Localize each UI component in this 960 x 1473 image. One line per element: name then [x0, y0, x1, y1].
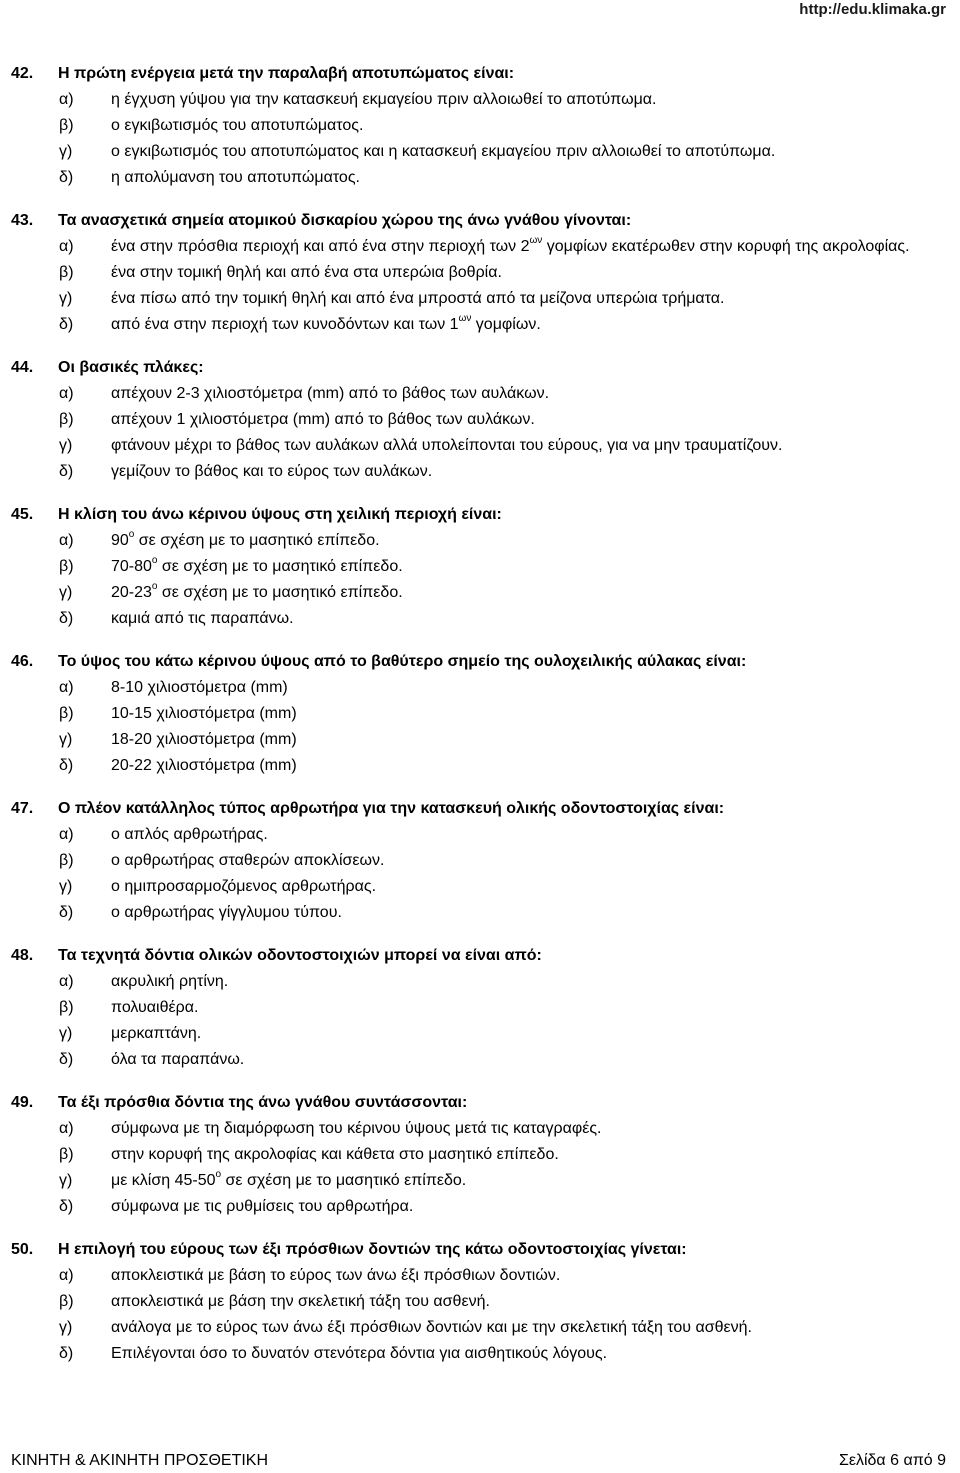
option-letter: α) [59, 1120, 74, 1137]
question-block [11, 943, 941, 1073]
answer-option [11, 113, 941, 139]
question-list [11, 61, 941, 1384]
answer-option [11, 995, 941, 1021]
option-letter: γ) [59, 143, 73, 160]
question-number: 49. [11, 1094, 34, 1111]
page-footer [11, 1452, 946, 1470]
answer-option [11, 459, 941, 485]
option-text: μερκαπτάνη. [111, 1025, 202, 1042]
option-text: όλα τα παραπάνω. [111, 1051, 245, 1068]
question-text: Η πρώτη ενέργεια μετά την παραλαβή αποτυπώματος είναι: [58, 65, 515, 82]
option-text: ο εγκιβωτισμός του αποτυπώματος. [111, 117, 364, 134]
question-line [11, 1237, 941, 1263]
question-text: Τα ανασχετικά σημεία ατομικού δισκαρίου χώρου της άνω γνάθου γίνονται: [58, 212, 632, 229]
answer-option [11, 433, 941, 459]
option-text: Επιλέγονται όσο το δυνατόν στενότερα δόντια για αισθητικούς λόγους. [111, 1345, 608, 1362]
answer-option [11, 165, 941, 191]
option-text-part: σε σχέση με το μασητικό επίπεδο. [134, 532, 380, 549]
superscript: ο [151, 554, 158, 566]
option-letter: α) [59, 973, 74, 990]
question-block [11, 1237, 941, 1367]
option-text: 8-10 χιλιοστόμετρα (mm) [111, 679, 288, 696]
option-text: πολυαιθέρα. [111, 999, 199, 1016]
option-text [111, 554, 941, 580]
question-text: Η επιλογή του εύρους των έξι πρόσθιων δοντιών της κάτω οδοντοστοιχίας γίνεται: [58, 1241, 687, 1258]
option-letter: α) [59, 91, 74, 108]
option-text: 20-22 χιλιοστόμετρα (mm) [111, 757, 297, 774]
option-letter: α) [59, 238, 74, 255]
answer-option [11, 1263, 941, 1289]
superscript: ων [458, 312, 472, 324]
option-text: ακρυλική ρητίνη. [111, 973, 229, 990]
answer-option [11, 260, 941, 286]
option-text: σύμφωνα με τις ρυθμίσεις του αρθρωτήρα. [111, 1198, 414, 1215]
superscript: ο [215, 1168, 222, 1180]
source-url-link[interactable]: http://edu.klimaka.gr [799, 1, 946, 18]
option-letter: δ) [59, 1198, 74, 1215]
answer-option [11, 701, 941, 727]
option-text: ένα στην τομική θηλή και από ένα στα υπερώια βοθρία. [111, 264, 502, 281]
question-block [11, 502, 941, 632]
answer-option [11, 580, 941, 606]
answer-option [11, 753, 941, 779]
option-letter: γ) [59, 1025, 73, 1042]
option-letter: β) [59, 117, 74, 134]
superscript: ο [151, 580, 158, 592]
question-block [11, 61, 941, 191]
answer-option [11, 606, 941, 632]
question-block [11, 1090, 941, 1220]
option-letter: δ) [59, 169, 74, 186]
superscript: ο [128, 528, 135, 540]
option-text: η έγχυση γύψου για την κατασκευή εκμαγείου πριν αλλοιωθεί το αποτύπωμα. [111, 91, 657, 108]
answer-option [11, 900, 941, 926]
question-line [11, 355, 941, 381]
answer-option [11, 822, 941, 848]
option-text: η απολύμανση του αποτυπώματος. [111, 169, 360, 186]
option-letter: γ) [59, 878, 73, 895]
option-text-part: σε σχέση με το μασητικό επίπεδο. [157, 558, 403, 575]
answer-option [11, 969, 941, 995]
option-text: αποκλειστικά με βάση την σκελετική τάξη του ασθενή. [111, 1293, 490, 1310]
question-line [11, 796, 941, 822]
option-letter: γ) [59, 1319, 73, 1336]
option-text [111, 528, 941, 554]
option-text: ο απλός αρθρωτήρας. [111, 826, 268, 843]
answer-option [11, 87, 941, 113]
answer-option [11, 874, 941, 900]
answer-option [11, 848, 941, 874]
option-letter: γ) [59, 437, 73, 454]
option-text: 18-20 χιλιοστόμετρα (mm) [111, 731, 297, 748]
option-text: ο εγκιβωτισμός του αποτυπώματος και η κατασκευή εκμαγείου πριν αλλοιωθεί το αποτύπωμα. [111, 143, 776, 160]
question-line [11, 502, 941, 528]
answer-option [11, 312, 941, 338]
option-text: φτάνουν μέχρι το βάθος των αυλάκων αλλά υπολείπονται του εύρους, για να μην τραυματίζουν. [111, 437, 783, 454]
option-letter: δ) [59, 1345, 74, 1362]
option-letter: δ) [59, 1051, 74, 1068]
option-text-part: από ένα στην περιοχή των κυνοδόντων και των 1 [111, 316, 459, 333]
question-block [11, 355, 941, 485]
answer-option [11, 1341, 941, 1367]
option-text-part: σε σχέση με το μασητικό επίπεδο. [157, 584, 403, 601]
option-text [111, 234, 941, 260]
option-text: σύμφωνα με τη διαμόρφωση του κέρινου ύψους μετά τις καταγραφές. [111, 1120, 602, 1137]
option-letter: α) [59, 826, 74, 843]
page-number: Σελίδα 6 από 9 [838, 1452, 946, 1469]
question-text: Ο πλέον κατάλληλος τύπος αρθρωτήρα για την κατασκευή ολικής οδοντοστοιχίας είναι: [58, 800, 725, 817]
answer-option [11, 1116, 941, 1142]
option-letter: γ) [59, 1172, 73, 1189]
option-letter: β) [59, 1146, 74, 1163]
option-text: καμιά από τις παραπάνω. [111, 610, 294, 627]
option-text-part: 90 [111, 532, 129, 549]
answer-option [11, 554, 941, 580]
question-number: 47. [11, 800, 34, 817]
answer-option [11, 1021, 941, 1047]
question-number: 45. [11, 506, 34, 523]
answer-option [11, 286, 941, 312]
answer-option [11, 1142, 941, 1168]
answer-option [11, 234, 941, 260]
answer-option [11, 139, 941, 165]
answer-option [11, 1289, 941, 1315]
answer-option [11, 1047, 941, 1073]
option-letter: β) [59, 999, 74, 1016]
answer-option [11, 407, 941, 433]
option-letter: γ) [59, 584, 73, 601]
option-letter: γ) [59, 290, 73, 307]
question-line [11, 208, 941, 234]
answer-option [11, 675, 941, 701]
option-letter: δ) [59, 463, 74, 480]
question-text: Η κλίση του άνω κέρινου ύψους στη χειλική περιοχή είναι: [58, 506, 502, 523]
option-letter: γ) [59, 731, 73, 748]
option-text [111, 1168, 941, 1194]
option-letter: δ) [59, 316, 74, 333]
answer-option [11, 1194, 941, 1220]
answer-option [11, 381, 941, 407]
option-text [111, 580, 941, 606]
option-letter: β) [59, 264, 74, 281]
answer-option [11, 528, 941, 554]
option-text: απέχουν 2-3 χιλιοστόμετρα (mm) από το βάθος των αυλάκων. [111, 385, 550, 402]
option-letter: α) [59, 1267, 74, 1284]
option-letter: β) [59, 705, 74, 722]
question-text: Το ύψος του κάτω κέρινου ύψους από το βαθύτερο σημείο της ουλοχειλικής αύλακας είναι: [58, 653, 747, 670]
option-text-part: 20-23 [111, 584, 152, 601]
question-number: 50. [11, 1241, 34, 1258]
question-text: Τα έξι πρόσθια δόντια της άνω γνάθου συντάσσονται: [58, 1094, 468, 1111]
answer-option [11, 1315, 941, 1341]
option-text: 10-15 χιλιοστόμετρα (mm) [111, 705, 297, 722]
option-text-part: γομφίων. [471, 316, 541, 333]
option-text [111, 312, 941, 338]
footer-title: ΚΙΝΗΤΗ & ΑΚΙΝΗΤΗ ΠΡΟΣΘΕΤΙΚΗ [11, 1452, 269, 1469]
option-text: απέχουν 1 χιλιοστόμετρα (mm) από το βάθος των αυλάκων. [111, 411, 535, 428]
question-text: Τα τεχνητά δόντια ολικών οδοντοστοιχιών μπορεί να είναι από: [58, 947, 542, 964]
option-text-part: γομφίων εκατέρωθεν στην κορυφή της ακρολοφίας. [542, 238, 910, 255]
superscript: ων [529, 234, 543, 246]
option-letter: β) [59, 411, 74, 428]
option-text: ο ημιπροσαρμοζόμενος αρθρωτήρας. [111, 878, 377, 895]
question-number: 48. [11, 947, 34, 964]
question-line [11, 61, 941, 87]
answer-option [11, 1168, 941, 1194]
option-letter: α) [59, 532, 74, 549]
option-letter: δ) [59, 904, 74, 921]
option-text-part: με κλίση 45-50 [111, 1172, 216, 1189]
option-letter: β) [59, 558, 74, 575]
option-text: αποκλειστικά με βάση το εύρος των άνω έξι πρόσθιων δοντιών. [111, 1267, 561, 1284]
option-letter: α) [59, 385, 74, 402]
question-line [11, 1090, 941, 1116]
question-text: Οι βασικές πλάκες: [58, 359, 204, 376]
option-text-part: ένα στην πρόσθια περιοχή και από ένα στην περιοχή των 2 [111, 238, 530, 255]
option-letter: α) [59, 679, 74, 696]
option-text-part: σε σχέση με το μασητικό επίπεδο. [221, 1172, 467, 1189]
option-letter: δ) [59, 757, 74, 774]
option-text: στην κορυφή της ακρολοφίας και κάθετα στο μασητικό επίπεδο. [111, 1146, 559, 1163]
question-block [11, 649, 941, 779]
option-text: γεμίζουν το βάθος και το εύρος των αυλάκων. [111, 463, 433, 480]
option-letter: β) [59, 852, 74, 869]
option-letter: δ) [59, 610, 74, 627]
question-number: 43. [11, 212, 34, 229]
option-letter: β) [59, 1293, 74, 1310]
option-text: ο αρθρωτήρας σταθερών αποκλίσεων. [111, 852, 385, 869]
question-block [11, 208, 941, 338]
question-line [11, 943, 941, 969]
option-text: ένα πίσω από την τομική θηλή και από ένα μπροστά από τα μείζονα υπερώια τρήματα. [111, 290, 725, 307]
option-text: ανάλογα με το εύρος των άνω έξι πρόσθιων δοντιών και με την σκελετική τάξη του ασθενή. [111, 1319, 752, 1336]
question-block [11, 796, 941, 926]
option-text-part: 70-80 [111, 558, 152, 575]
question-number: 44. [11, 359, 34, 376]
question-number: 46. [11, 653, 34, 670]
question-number: 42. [11, 65, 34, 82]
answer-option [11, 727, 941, 753]
option-text: ο αρθρωτήρας γίγγλυμου τύπου. [111, 904, 342, 921]
question-line [11, 649, 941, 675]
